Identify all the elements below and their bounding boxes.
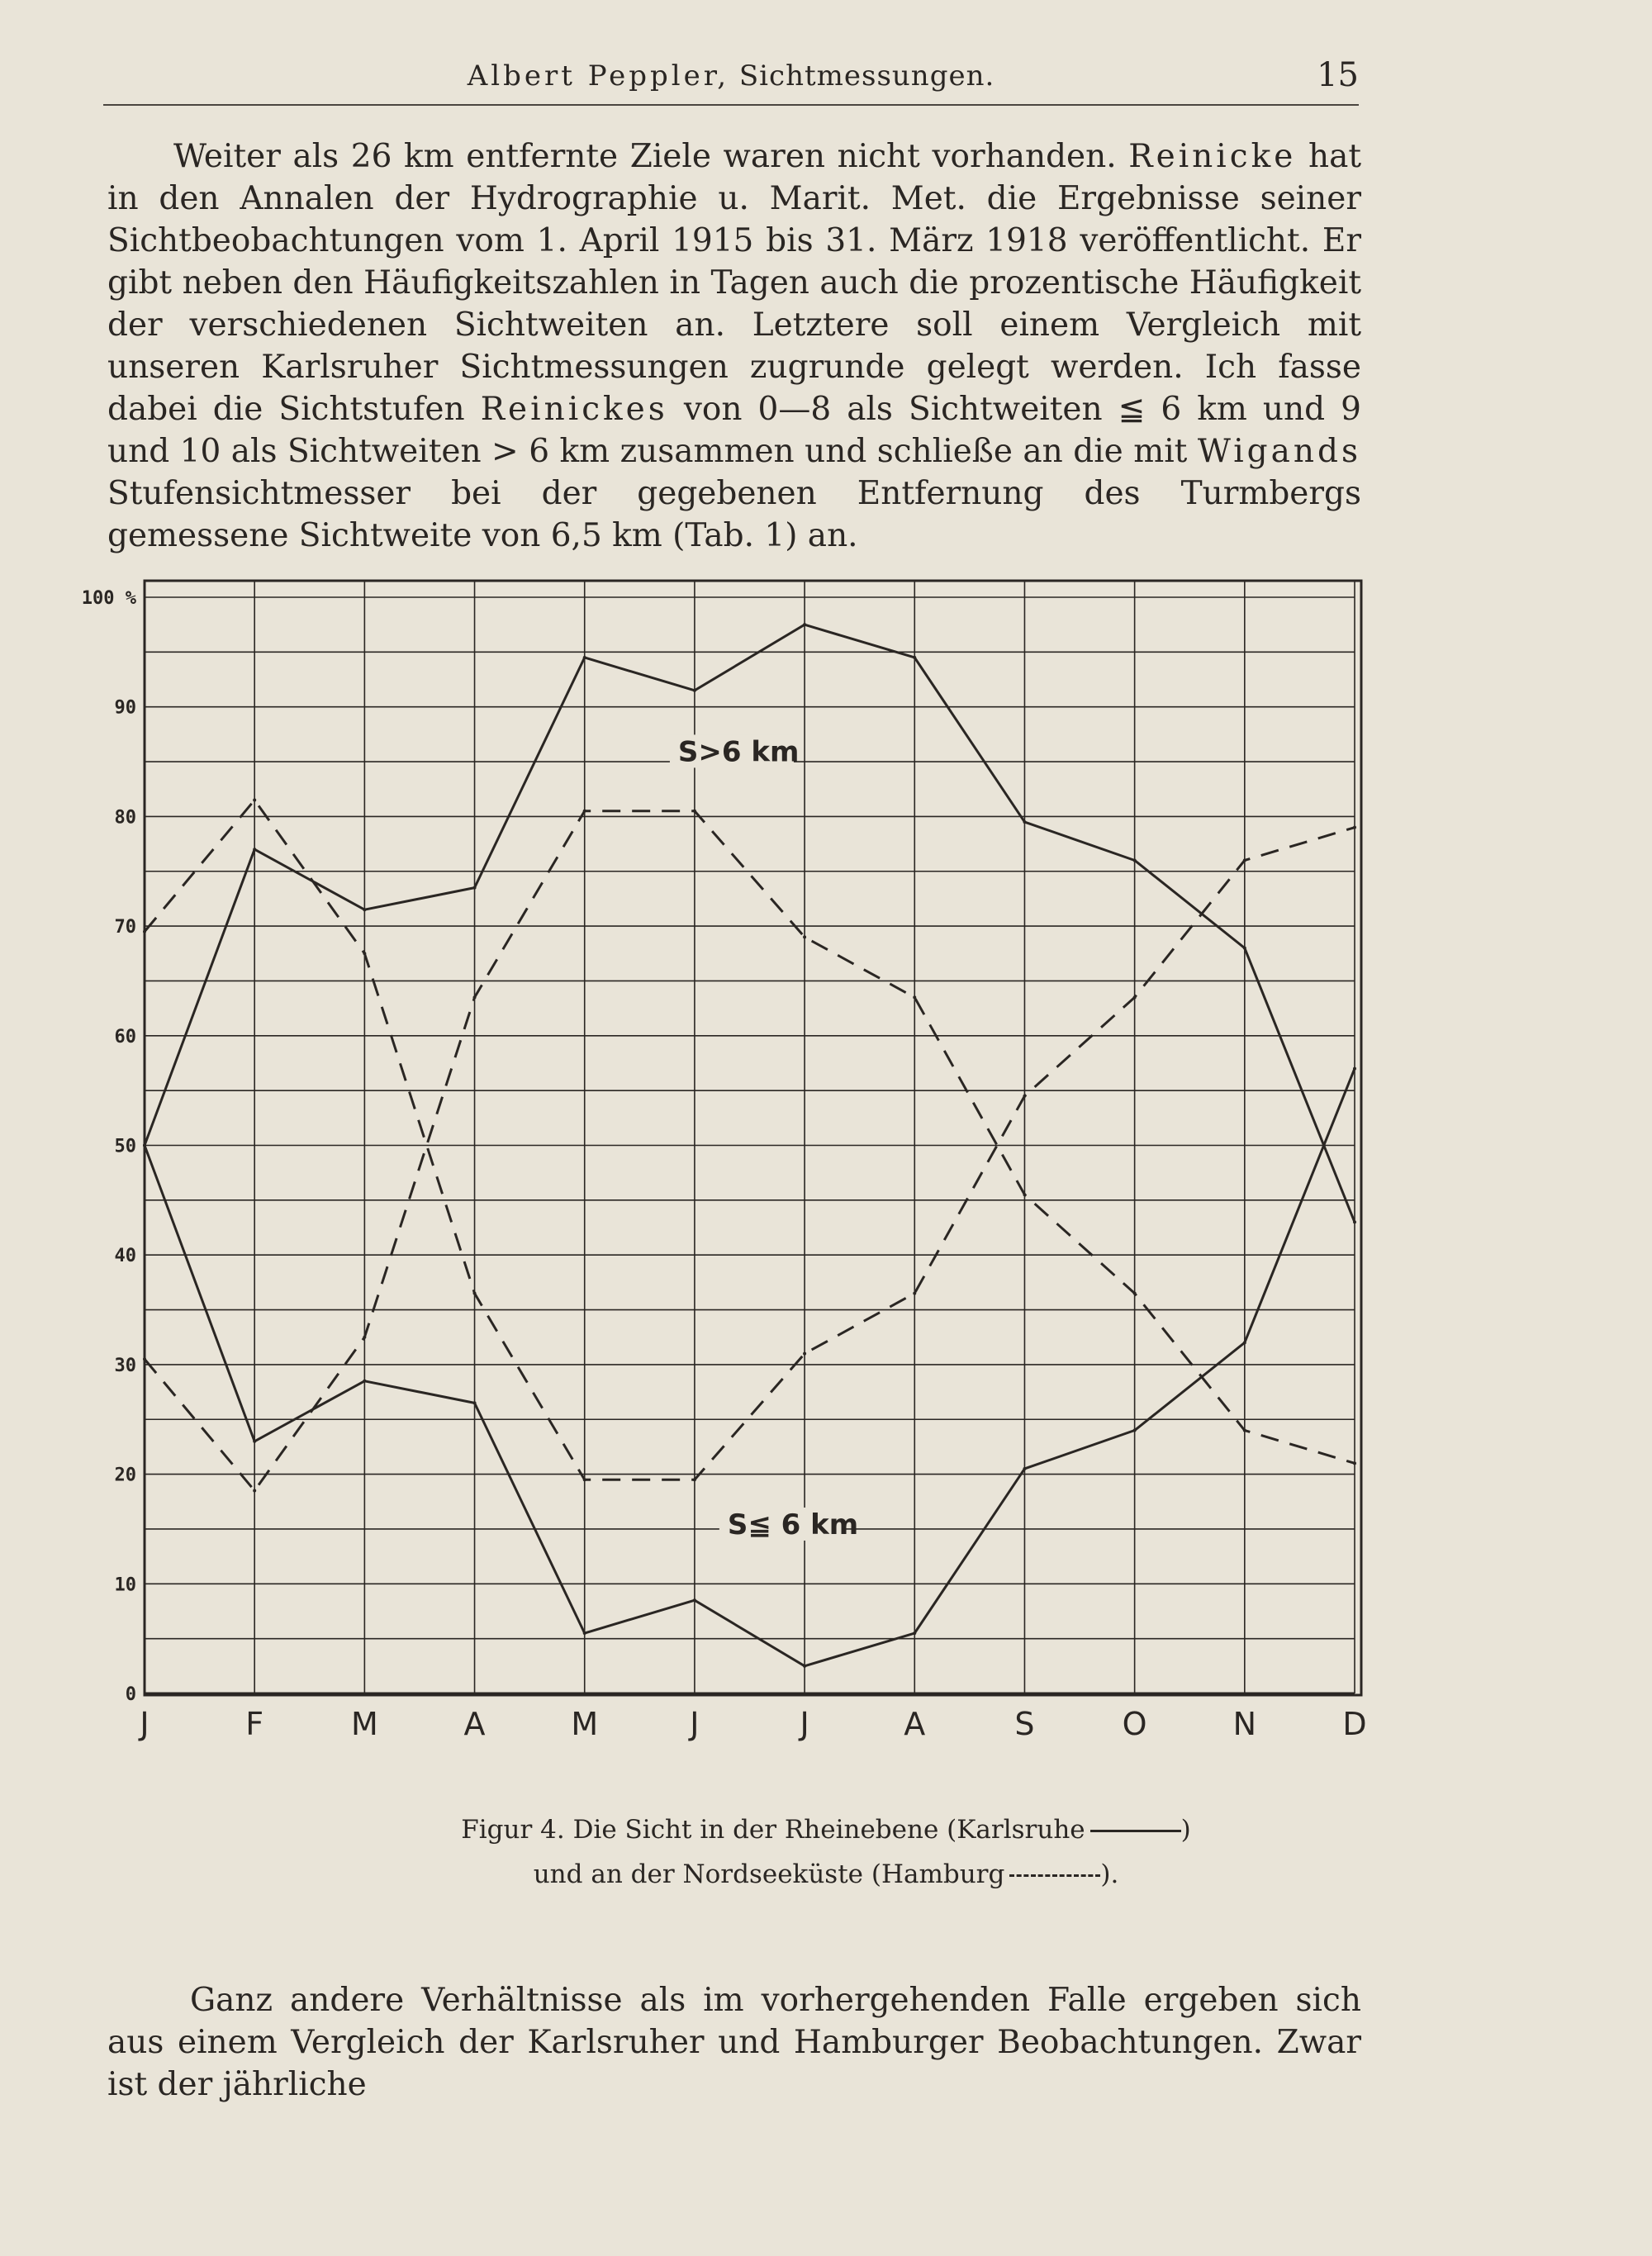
data-point	[583, 1478, 586, 1481]
name-reinickes: Reinickes	[480, 391, 668, 428]
series-line-3	[145, 811, 1355, 1491]
data-point	[253, 798, 256, 801]
data-point	[583, 1631, 586, 1635]
x-tick-label: D	[1342, 1706, 1367, 1742]
y-tick-label: 100 %	[81, 588, 136, 609]
series-line-0	[145, 625, 1355, 1222]
caption-text-1: Figur 4. Die Sicht in der Rheinebene (Karlsruhe	[461, 1815, 1085, 1845]
body-paragraph-2: Ganz andere Verhältnisse als im vorhergehenden Falle ergeben sich aus einem Vergleich der Karlsruher und Hamburger Beobachtungen. Zwar ist der jährliche	[107, 1982, 1361, 2103]
figure-caption	[248, 1807, 1404, 1897]
data-point	[1353, 1067, 1356, 1071]
data-point	[583, 810, 586, 813]
x-tick-label: J	[800, 1706, 809, 1742]
data-point	[1023, 820, 1026, 824]
y-tick-label: 40	[114, 1246, 136, 1267]
data-point	[473, 1401, 477, 1404]
y-tick-label: 60	[114, 1026, 136, 1047]
solid-line-legend-sample	[1090, 1830, 1181, 1832]
name-wigands: Wigands	[1197, 433, 1361, 470]
data-point	[913, 1292, 916, 1295]
dashed-line-legend-sample	[1009, 1874, 1100, 1877]
y-tick-label: 0	[125, 1684, 136, 1705]
data-point	[1133, 995, 1137, 999]
data-point	[473, 1292, 477, 1295]
data-point	[253, 848, 256, 851]
data-point	[803, 1665, 806, 1668]
x-tick-label: N	[1232, 1706, 1257, 1742]
page-number: 15	[1317, 56, 1359, 94]
data-point	[913, 1631, 916, 1635]
data-point	[1023, 1467, 1026, 1470]
data-point	[143, 1144, 146, 1147]
data-point	[1243, 1429, 1246, 1432]
data-point	[363, 1380, 366, 1383]
data-point	[473, 886, 477, 890]
data-point	[143, 930, 146, 933]
annotation-label: S≦ 6 km	[727, 1508, 859, 1541]
y-tick-label: 80	[114, 807, 136, 829]
data-point	[913, 656, 916, 659]
x-tick-label: J	[690, 1706, 700, 1742]
data-point	[1133, 1429, 1137, 1432]
data-point	[473, 995, 477, 999]
paragraph1-text-b: hat in den Annalen der Hydrographie u. Marit. Met. die Ergebnisse seiner Sichtbeobachtungen vom 1. April 1915 bis 31. März 1918 veröffentlicht. Er gibt neben den Häufigkeitszahlen in Tagen auch die prozentische Häufigkeit der verschiedenen Sichtweiten an. Letztere soll einem Vergleich mit unseren Karlsruher Sichtmessungen zugrunde gelegt werden. Ich fasse dabei die Sichtstufen	[107, 138, 1361, 428]
data-point	[1353, 1461, 1356, 1465]
annotation-label: S>6 km	[677, 735, 800, 769]
paragraph1-text-c: von 0—8 als Sichtweiten ≦ 6 km und 9 und 10 als Sichtweiten > 6 km zusammen und schließe an die mit	[107, 391, 1361, 470]
x-tick-label: O	[1122, 1706, 1147, 1742]
data-point	[913, 995, 916, 999]
data-point	[1353, 826, 1356, 829]
data-point	[693, 689, 696, 692]
y-tick-label: 90	[114, 697, 136, 719]
paragraph1-text-d: Stufensichtmesser bei der gegebenen Entfernung des Turmbergs gemessene Sichtweite von 6,5 km (Tab. 1) an.	[107, 475, 1361, 554]
series-line-1	[145, 1069, 1355, 1666]
data-point	[1133, 858, 1137, 862]
x-tick-label: A	[904, 1706, 926, 1742]
x-tick-label: A	[463, 1706, 486, 1742]
data-point	[1023, 1095, 1026, 1098]
header-title: Sichtmessungen.	[738, 59, 995, 93]
x-tick-label: S	[1014, 1706, 1035, 1742]
data-point	[1353, 1220, 1356, 1223]
caption-close-1: )	[1180, 1815, 1191, 1845]
caption-close-2: ).	[1100, 1859, 1119, 1889]
y-tick-label: 50	[114, 1136, 136, 1157]
x-tick-label: J	[140, 1706, 150, 1742]
x-tick-label: F	[245, 1706, 264, 1742]
data-point	[1243, 858, 1246, 862]
data-point	[253, 1489, 256, 1493]
data-point	[1133, 1292, 1137, 1295]
y-tick-label: 30	[114, 1355, 136, 1376]
data-point	[693, 1478, 696, 1481]
caption-text-2: und an der Nordseeküste (Hamburg	[533, 1859, 1005, 1889]
data-point	[253, 1440, 256, 1443]
y-tick-label: 20	[114, 1465, 136, 1486]
data-point	[1243, 947, 1246, 950]
data-point	[803, 1352, 806, 1356]
data-point	[1023, 1193, 1026, 1196]
header-author: Albert Peppler,	[467, 59, 730, 93]
data-point	[583, 656, 586, 659]
data-point	[363, 952, 366, 955]
caption-line-1	[248, 1807, 1404, 1852]
data-point	[1243, 1341, 1246, 1344]
y-tick-label: 10	[114, 1574, 136, 1596]
data-point	[363, 908, 366, 911]
paragraph1-text-a: Weiter als 26 km entfernte Ziele waren nicht vorhanden.	[173, 138, 1117, 175]
data-point	[693, 1598, 696, 1602]
data-point	[363, 1336, 366, 1339]
x-tick-label: M	[571, 1706, 599, 1742]
y-tick-label: 70	[114, 917, 136, 938]
caption-line-2	[248, 1852, 1404, 1897]
data-point	[143, 1357, 146, 1361]
series-line-2	[145, 800, 1355, 1479]
data-point	[693, 810, 696, 813]
name-reinicke: Reinicke	[1128, 138, 1297, 175]
data-point	[803, 623, 806, 626]
x-tick-label: M	[350, 1706, 378, 1742]
data-point	[803, 935, 806, 938]
